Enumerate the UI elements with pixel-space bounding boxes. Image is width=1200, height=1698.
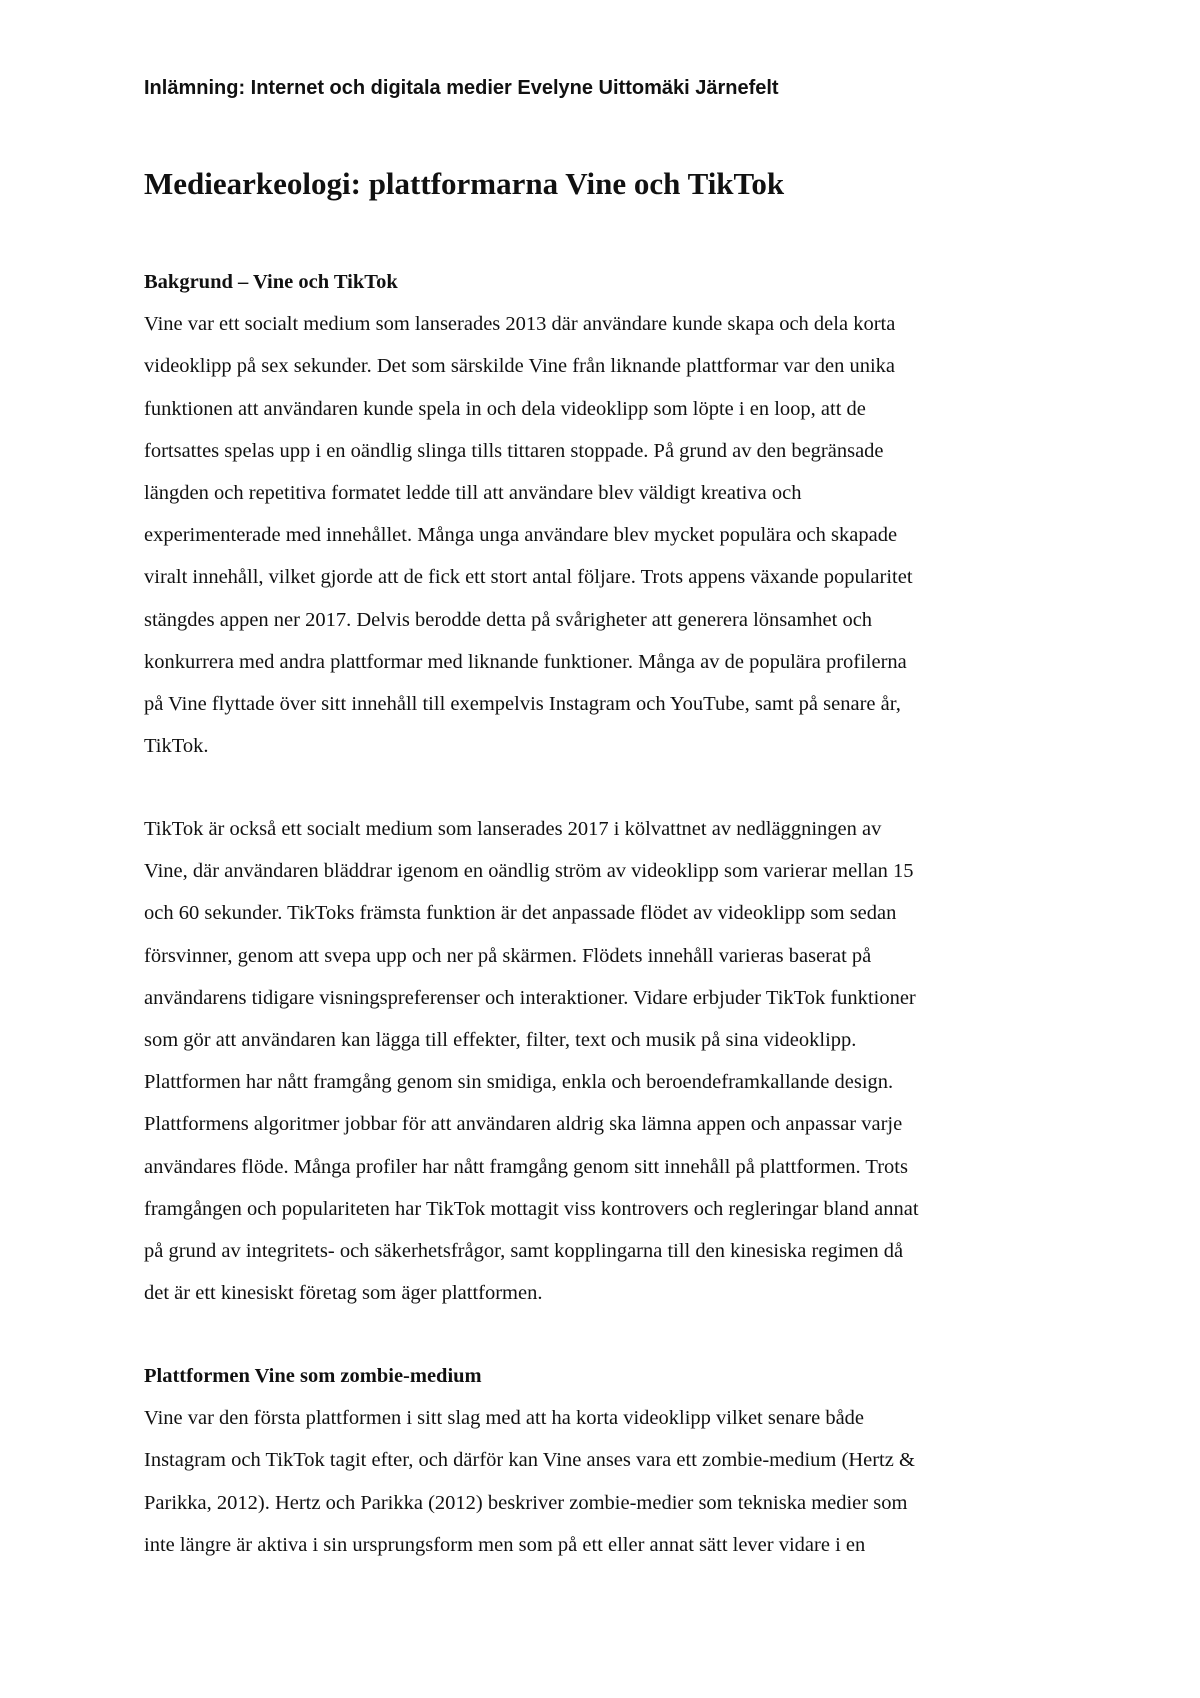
text-line: videoklipp på sex sekunder. Det som särskilde Vine från liknande plattformar var den unika [144, 355, 895, 378]
text-line: viralt innehåll, vilket gjorde att de fick ett stort antal följare. Trots appens växande popularitet [144, 566, 913, 589]
text-line: användares flöde. Många profiler har nått framgång genom sitt innehåll på plattformen. Trots [144, 1155, 908, 1178]
text-line: stängdes appen ner 2017. Delvis berodde detta på svårigheter att generera lönsamhet och [144, 608, 873, 631]
text-line: Vine var den första plattformen i sitt slag med att ha korta videoklipp vilket senare både [144, 1407, 865, 1430]
text-line: på grund av integritets- och säkerhetsfrågor, samt kopplingarna till den kinesiska regimen då [144, 1240, 904, 1263]
text-line: som gör att användaren kan lägga till effekter, filter, text och musik på sina videoklipp. [144, 1029, 857, 1052]
document-header: Inlämning: Internet och digitala medier Evelyne Uittomäki Järnefelt [144, 77, 779, 99]
text-line: TikTok. [144, 735, 209, 758]
text-line: och 60 sekunder. TikToks främsta funktion är det anpassade flödet av videoklipp som sedan [144, 902, 897, 925]
text-line: längden och repetitiva formatet ledde till att användare blev väldigt kreativa och [144, 482, 802, 505]
section-background [144, 261, 1074, 767]
text-line: det är ett kinesiskt företag som äger plattformen. [144, 1282, 543, 1305]
section-heading: Plattformen Vine som zombie-medium [144, 1365, 482, 1387]
text-line: konkurrera med andra plattformar med liknande funktioner. Många av de populära profilerna [144, 650, 907, 673]
text-line: TikTok är också ett socialt medium som lanserades 2017 i kölvattnet av nedläggningen av [144, 818, 882, 840]
text-line: funktionen att användaren kunde spela in och dela videoklipp som löpte i en loop, att de [144, 397, 866, 420]
text-line: framgången och populariteten har TikTok mottagit viss kontrovers och regleringar bland annat [144, 1197, 919, 1220]
section-zombie-medium [144, 1355, 1074, 1566]
text-line: Plattformen har nått framgång genom sin smidiga, enkla och beroendeframkallande design. [144, 1071, 894, 1094]
text-line: Plattformens algoritmer jobbar för att användaren aldrig ska lämna appen och anpassar varje [144, 1113, 903, 1136]
paragraph [144, 808, 1074, 1314]
section-heading: Bakgrund – Vine och TikTok [144, 271, 398, 293]
text-line: Vine var ett socialt medium som lanserades 2013 där användare kunde skapa och dela korta [144, 313, 896, 336]
text-line: Parikka, 2012). Hertz och Parikka (2012) beskriver zombie-medier som tekniska medier som [144, 1491, 908, 1514]
text-line: Vine, där användaren bläddrar igenom en oändlig ström av videoklipp som varierar mellan 15 [144, 860, 914, 883]
text-line: inte längre är aktiva i sin ursprungsform men som på ett eller annat sätt lever vidare i en [144, 1533, 866, 1556]
document-title: Mediearkeologi: plattformarna Vine och TikTok [144, 166, 785, 201]
text-line: fortsattes spelas upp i en oändlig slinga tills tittaren stoppade. På grund av den begränsade [144, 439, 884, 462]
text-line: experimenterade med innehållet. Många unga användare blev mycket populära och skapade [144, 524, 898, 547]
text-line: på Vine flyttade över sitt innehåll till exempelvis Instagram och YouTube, samt på senare år, [144, 693, 901, 716]
paragraph [144, 303, 1074, 767]
text-line: Instagram och TikTok tagit efter, och därför kan Vine anses vara ett zombie-medium (Hertz & [144, 1449, 915, 1472]
paragraph [144, 1397, 1074, 1566]
text-line: försvinner, genom att svepa upp och ner på skärmen. Flödets innehåll varieras baserat på [144, 944, 872, 967]
text-line: användarens tidigare visningspreferenser och interaktioner. Vidare erbjuder TikTok funktioner [144, 986, 916, 1009]
